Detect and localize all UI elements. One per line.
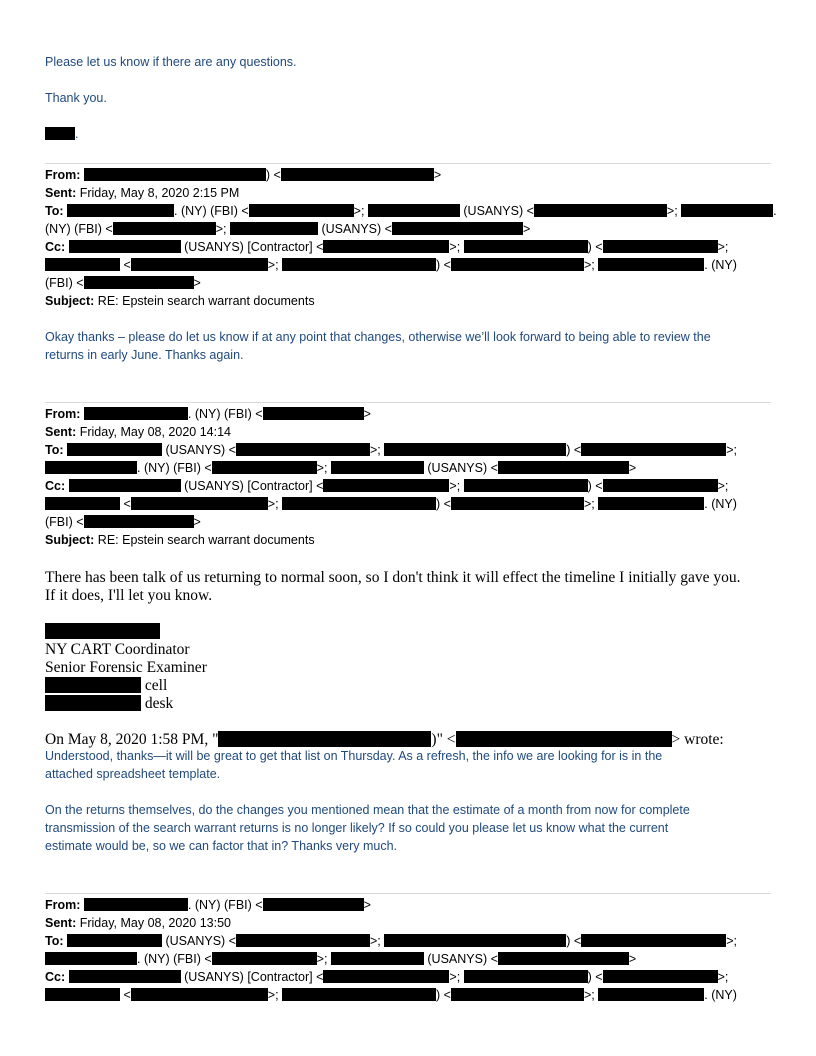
text-fragment: > wrote: <box>671 731 724 748</box>
email1-body-line: returns in early June. Thanks again. <box>45 348 244 362</box>
text-fragment: >; <box>353 204 365 218</box>
text-fragment: (USANYS) [Contractor] < <box>180 240 324 254</box>
text-fragment: . (NY) <box>704 258 737 272</box>
email2-to-cont <box>45 461 636 475</box>
text-fragment: >; <box>717 479 729 493</box>
text-fragment: >; <box>717 240 729 254</box>
text-fragment: ) < <box>587 240 603 254</box>
redaction <box>331 952 424 965</box>
redaction <box>603 240 718 253</box>
redaction <box>598 258 704 271</box>
text-fragment: >; <box>726 443 737 457</box>
text-fragment: >; <box>717 970 729 984</box>
redaction <box>45 623 160 639</box>
redaction <box>464 970 588 983</box>
redaction <box>451 988 584 1001</box>
text-fragment: RE: Epstein search warrant documents <box>97 533 315 547</box>
header-label: Cc: <box>45 240 66 254</box>
email2-from <box>45 407 371 421</box>
redaction <box>282 497 436 510</box>
redaction <box>131 497 268 510</box>
redaction <box>69 970 181 983</box>
text-fragment: > <box>628 461 637 475</box>
redaction <box>323 240 449 253</box>
redaction <box>368 204 460 217</box>
text-fragment: . (NY) (FBI) < <box>187 407 263 421</box>
quoted-header <box>45 731 724 749</box>
quoted-body-line: Understood, thanks—it will be great to get that list on Thursday. As a refresh, the info we are looking for is in the <box>45 749 663 763</box>
redaction <box>249 204 354 217</box>
text-fragment: (USANYS) < <box>423 461 498 475</box>
email3-to-cont <box>45 952 636 966</box>
quoted-body-line: On the returns themselves, do the changes you mentioned mean that the estimate of a month from now for complete <box>45 803 690 817</box>
header-label: From: <box>45 407 81 421</box>
email1-cc-cont2 <box>45 276 201 290</box>
redaction <box>603 970 718 983</box>
signature-desk <box>45 695 173 713</box>
email1-body-line: Okay thanks – please do let us know if at any point that changes, otherwise we’ll look forward to being able to review the <box>45 330 711 344</box>
signature-cell <box>45 677 167 695</box>
signature-name <box>45 623 160 641</box>
quoted-body-line: transmission of the search warrant returns is no longer likely? If so could you please let us know what the current <box>45 821 669 835</box>
text-fragment: (USANYS) < <box>162 443 236 457</box>
redaction <box>384 934 566 947</box>
text-fragment: >; <box>449 970 461 984</box>
email3-from <box>45 898 371 912</box>
redaction <box>45 677 141 693</box>
redaction <box>45 952 137 965</box>
redaction <box>67 443 162 456</box>
quoted-body-line: estimate would be, so we can factor that in? Thanks very much. <box>45 839 398 853</box>
text-fragment: cell <box>144 677 168 694</box>
text-fragment: >; <box>583 988 595 1002</box>
text-fragment: desk <box>144 695 174 712</box>
divider <box>45 893 771 894</box>
text-fragment: (USANYS) < <box>459 204 534 218</box>
text-fragment: (NY) (FBI) < <box>45 222 113 236</box>
text-fragment: On May 8, 2020 1:58 PM, " <box>45 731 219 748</box>
redaction <box>603 479 718 492</box>
redaction <box>281 168 434 181</box>
redaction <box>236 443 370 456</box>
redaction <box>323 970 449 983</box>
text-fragment: RE: Epstein search warrant documents <box>97 294 315 308</box>
signature-title1: NY CART Coordinator <box>45 641 190 658</box>
redaction <box>451 497 584 510</box>
text-fragment: >; <box>726 934 737 948</box>
email3-sent <box>45 916 231 930</box>
text-fragment: (USANYS) [Contractor] < <box>180 479 324 493</box>
text-fragment: ) < <box>587 479 603 493</box>
redaction <box>263 407 364 420</box>
email3-cc <box>45 970 728 984</box>
text-fragment: . (NY) <box>704 497 737 511</box>
text-fragment: (USANYS) < <box>162 934 236 948</box>
email2-subject <box>45 533 315 547</box>
text-fragment: >; <box>215 222 227 236</box>
text-fragment: (USANYS) < <box>423 952 498 966</box>
text-fragment: > <box>363 407 371 421</box>
email1-cc-cont: < >; ) < >; . (NY) <box>45 258 737 272</box>
text-fragment: . (NY) (FBI) < <box>187 898 263 912</box>
redaction <box>84 407 188 420</box>
text-fragment: )" < <box>431 731 456 748</box>
email2-body-line: There has been talk of us returning to normal soon, so I don't think it will effect the timeline I initially gave you. <box>45 569 741 586</box>
header-label: Sent: <box>45 186 77 200</box>
redaction <box>323 479 449 492</box>
redaction <box>69 240 181 253</box>
text-fragment: >; <box>583 258 595 272</box>
email2-cc <box>45 479 728 493</box>
email1-subject <box>45 294 315 308</box>
text-fragment: >; <box>267 988 279 1002</box>
redaction <box>84 515 194 528</box>
redaction <box>131 988 268 1001</box>
redaction <box>464 240 588 253</box>
text-fragment: (FBI) < <box>45 276 84 290</box>
text-fragment: Friday, May 08, 2020 13:50 <box>79 916 231 930</box>
redaction <box>84 898 188 911</box>
redaction <box>282 988 436 1001</box>
redaction <box>464 479 588 492</box>
intro-signature: . <box>45 127 78 141</box>
redaction <box>581 934 726 947</box>
text-fragment: >; <box>449 479 461 493</box>
redaction <box>45 461 137 474</box>
text-fragment: >; <box>369 934 381 948</box>
text-fragment: ) < <box>436 258 451 272</box>
redaction <box>84 168 266 181</box>
text-fragment: Friday, May 08, 2020 14:14 <box>79 425 231 439</box>
redaction <box>67 934 162 947</box>
email2-to <box>45 443 737 457</box>
header-label: To: <box>45 204 64 218</box>
email1-sent <box>45 186 239 200</box>
text-fragment: > <box>363 898 371 912</box>
redaction <box>263 898 364 911</box>
email1-cc <box>45 240 728 254</box>
text-fragment: >; <box>267 497 279 511</box>
intro-questions: Please let us know if there are any questions. <box>45 55 297 69</box>
redaction <box>451 258 584 271</box>
header-label: To: <box>45 443 64 457</box>
redaction <box>230 222 318 235</box>
email3-to <box>45 934 737 948</box>
redaction <box>45 497 120 510</box>
divider <box>45 163 771 164</box>
redaction <box>212 461 317 474</box>
header-label: From: <box>45 168 81 182</box>
email3-cc-cont: < >; ) < >; . (NY) <box>45 988 737 1002</box>
quoted-body-line: attached spreadsheet template. <box>45 767 221 781</box>
text-fragment: ) < <box>436 988 451 1002</box>
text-fragment: >; <box>316 952 328 966</box>
redaction <box>69 479 181 492</box>
redaction <box>581 443 726 456</box>
intro-thanks: Thank you. <box>45 91 107 105</box>
redaction <box>498 952 629 965</box>
text-fragment: > <box>193 276 201 290</box>
text-fragment: ) < <box>265 168 281 182</box>
redaction <box>598 497 704 510</box>
redaction <box>45 988 120 1001</box>
email1-to: To: . (NY) (FBI) < >; (USANYS) < >; . <box>45 204 777 218</box>
redaction <box>384 443 566 456</box>
text-fragment: > <box>522 222 531 236</box>
signature-title2: Senior Forensic Examiner <box>45 659 207 676</box>
text-fragment: ) < <box>566 443 582 457</box>
text-fragment: >; <box>449 240 461 254</box>
header-label: Sent: <box>45 916 77 930</box>
email1-from <box>45 168 441 182</box>
header-label: To: <box>45 934 64 948</box>
text-fragment: > <box>193 515 201 529</box>
header-label: Cc: <box>45 970 66 984</box>
redaction <box>456 731 672 747</box>
redaction <box>598 988 704 1001</box>
text-fragment: >; <box>316 461 328 475</box>
redaction <box>45 258 120 271</box>
text-fragment: . (NY) (FBI) < <box>174 204 249 218</box>
redaction <box>534 204 667 217</box>
header-label: Sent: <box>45 425 77 439</box>
text-fragment: . (NY) <box>704 988 737 1002</box>
email2-cc-cont2 <box>45 515 201 529</box>
header-label: Subject: <box>45 533 95 547</box>
text-fragment: > <box>433 168 442 182</box>
redaction <box>212 952 317 965</box>
email2-sent <box>45 425 231 439</box>
redaction <box>45 695 141 711</box>
header-label: Subject: <box>45 294 95 308</box>
redaction <box>236 934 370 947</box>
email2-cc-cont: < >; ) < >; . (NY) <box>45 497 737 511</box>
text-fragment: > <box>628 952 637 966</box>
text-fragment: . (NY) (FBI) < <box>137 461 212 475</box>
header-label: From: <box>45 898 81 912</box>
text-fragment: >; <box>666 204 678 218</box>
text-fragment: >; <box>267 258 279 272</box>
redaction <box>331 461 424 474</box>
text-fragment: ) < <box>566 934 582 948</box>
email2-body-line: If it does, I'll let you know. <box>45 587 213 604</box>
redaction <box>131 258 268 271</box>
text-fragment: ) < <box>587 970 603 984</box>
redaction <box>84 276 194 289</box>
redaction <box>45 127 75 140</box>
divider <box>45 402 771 403</box>
text-fragment: >; <box>583 497 595 511</box>
redaction <box>282 258 436 271</box>
text-fragment: . (NY) (FBI) < <box>137 952 212 966</box>
redaction <box>67 204 174 217</box>
redaction <box>681 204 773 217</box>
redaction <box>218 731 431 747</box>
text-fragment: (FBI) < <box>45 515 84 529</box>
redaction <box>498 461 629 474</box>
text-fragment: Friday, May 8, 2020 2:15 PM <box>79 186 240 200</box>
text-fragment: >; <box>369 443 381 457</box>
text-fragment: ) < <box>436 497 451 511</box>
text-fragment: (USANYS) < <box>317 222 392 236</box>
redaction <box>113 222 216 235</box>
email1-to-cont <box>45 222 530 236</box>
redaction <box>392 222 523 235</box>
header-label: Cc: <box>45 479 66 493</box>
text-fragment: (USANYS) [Contractor] < <box>180 970 324 984</box>
